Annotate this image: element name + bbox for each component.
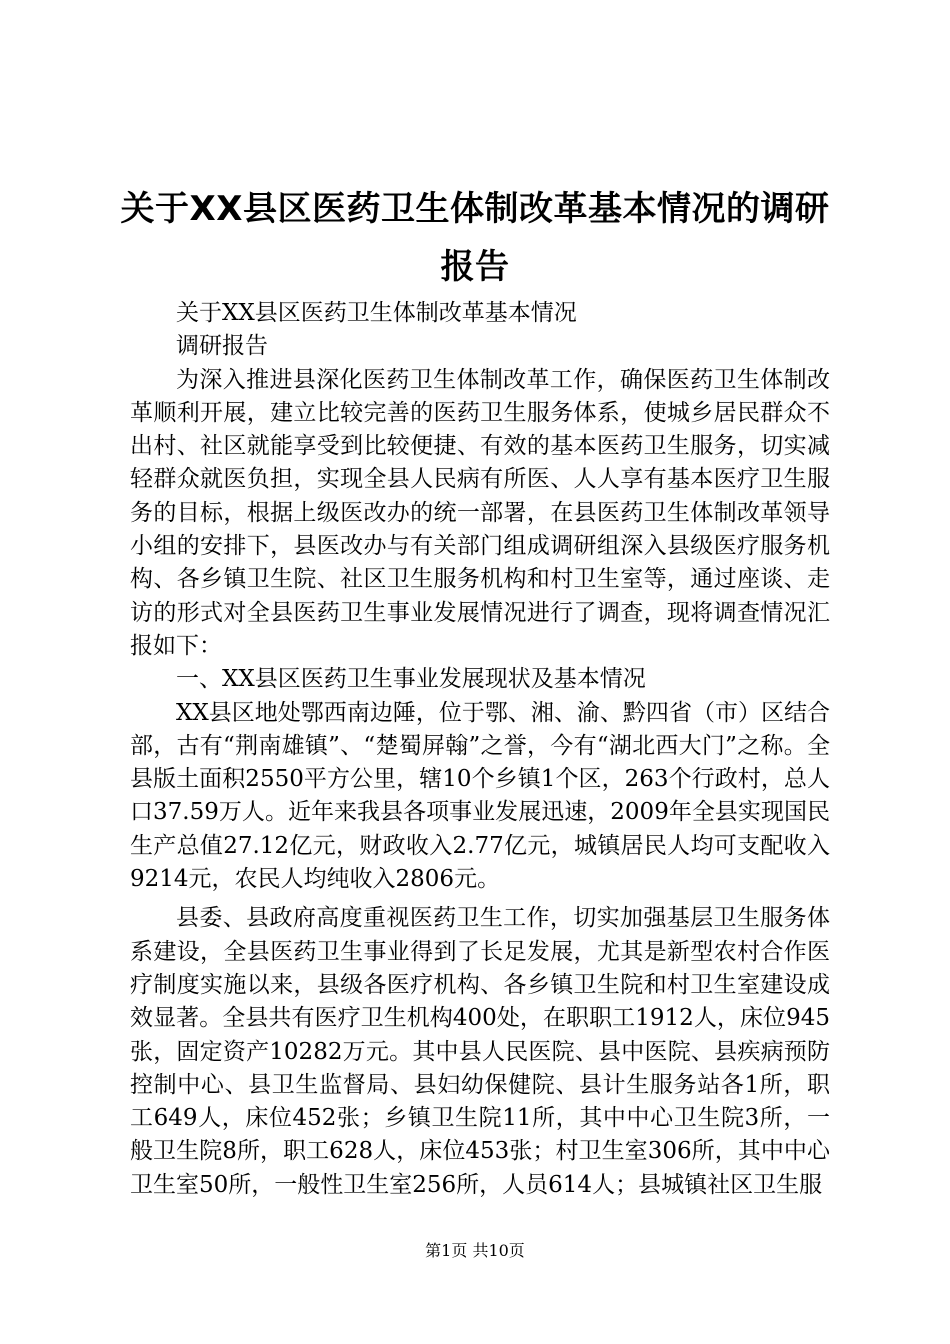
page-number: 第1页 共10页 bbox=[425, 1241, 525, 1260]
document-body bbox=[130, 297, 830, 1202]
paragraph-health-facilities: 县委、县政府高度重视医药卫生工作，切实加强基层卫生服务体系建设，全县医药卫生事业得到了长足发展，尤其是新型农村合作医疗制度实施以来，县级各医疗机构、各乡镇卫生院和村卫生室建设成效显著。全县共有医疗卫生机构400处，在职职工1912人，床位945张，固定资产10282万元。其中县人民医院、县中医院、县疾病预防控制中心、县卫生监督局、县妇幼保健院、县计生服务站各1所，职工649人，床位452张；乡镇卫生院11所，其中中心卫生院3所，一般卫生院8所，职工628人，床位453张；村卫生室306所，其中中心卫生室50所，一般性卫生室256所，人员614人；县城镇社区卫生服 bbox=[130, 905, 830, 1198]
subtitle-line-1: 关于XX县区医药卫生体制改革基本情况 bbox=[176, 300, 577, 326]
section-heading-1: 一、XX县区医药卫生事业发展现状及基本情况 bbox=[176, 666, 646, 693]
paragraph-overview: XX县区地处鄂西南边陲，位于鄂、湘、渝、黔四省（市）区结合部，古有“荆南雄镇”、“楚蜀屏翰”之誉，今有“湖北西大门”之称。全县版土面积2550平方公里，辖10个乡镇1个区，263个行政村，总人口37.59万人。近年来我县各项事业发展迅速，2009年全县实现国民生产总值27.12亿元，财政收入2.77亿元，城镇居民人均可支配收入9214元，农民人均纯收入2806元。 bbox=[130, 699, 830, 893]
subtitle-line-2: 调研报告 bbox=[176, 333, 268, 360]
document-title: 关于XX县区医药卫生体制改革基本情况的调研报告 bbox=[120, 189, 830, 287]
paragraph-intro: 为深入推进县深化医药卫生体制改革工作，确保医药卫生体制改革顺利开展，建立比较完善的医药卫生服务体系，使城乡居民群众不出村、社区就能享受到比较便捷、有效的基本医药卫生服务，切实减轻群众就医负担，实现全县人民病有所医、人人享有基本医疗卫生服务的目标，根据上级医改办的统一部署，在县医药卫生体制改革领导小组的安排下，县医改办与有关部门组成调研组深入县级医疗服务机构、各乡镇卫生院、社区卫生服务机构和村卫生室等，通过座谈、走访的形式对全县医药卫生事业发展情况进行了调查，现将调查情况汇报如下： bbox=[130, 366, 830, 659]
